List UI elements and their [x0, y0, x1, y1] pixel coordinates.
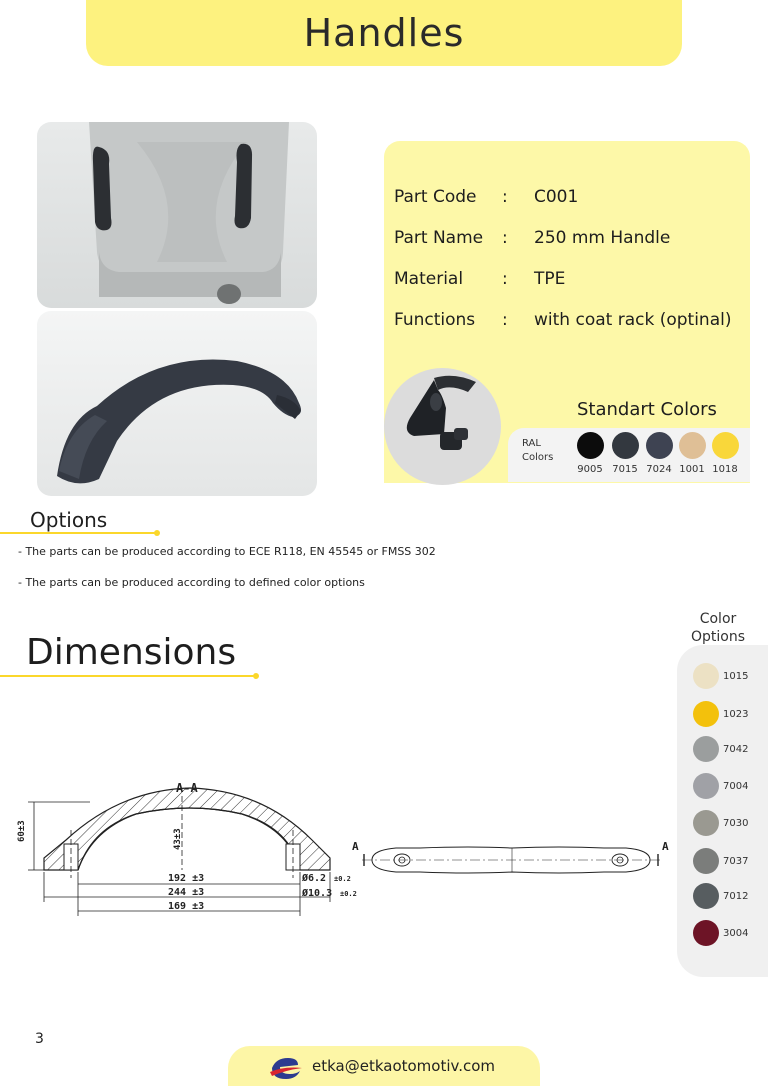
spec-row-part-name	[384, 228, 750, 252]
color-option-code: 7004	[723, 781, 749, 792]
dimension-169: 169 ±3	[168, 901, 205, 912]
color-option-code: 1015	[723, 671, 749, 682]
standard-color-code: 1018	[712, 464, 738, 475]
page-number: 3	[35, 1031, 44, 1047]
standard-color-swatch	[646, 432, 673, 459]
spec-value: C001	[534, 187, 579, 207]
page-title: Handles	[303, 11, 465, 55]
spec-separator: :	[502, 310, 508, 330]
color-option-swatch	[693, 773, 719, 799]
color-option-swatch	[693, 736, 719, 762]
standard-color-swatch	[577, 432, 604, 459]
color-option-code: 7030	[723, 818, 749, 829]
spec-label: Part Name	[394, 228, 484, 248]
spec-value: with coat rack (optinal)	[534, 310, 732, 330]
spec-separator: :	[502, 228, 508, 248]
color-option-swatch	[693, 848, 719, 874]
options-underline-dot	[154, 530, 160, 536]
height-dimension: 60±3	[17, 820, 27, 842]
spec-row-part-code	[384, 187, 750, 211]
standard-color-code: 7015	[612, 464, 638, 475]
spec-row-functions	[384, 310, 750, 334]
spec-label: Material	[394, 269, 464, 289]
color-options-title	[684, 610, 752, 646]
inner-height-dimension: 43±3	[173, 828, 183, 850]
handle-photo	[37, 311, 317, 496]
etka-e-logo-icon	[268, 1052, 302, 1080]
color-option-code: 3004	[723, 928, 749, 939]
dimensions-underline-dot	[253, 673, 259, 679]
color-options-title-line1: Color	[699, 611, 737, 627]
seat-back-photo	[37, 122, 317, 308]
dimensions-heading: Dimensions	[26, 632, 237, 673]
options-underline	[0, 532, 156, 534]
color-option-code: 7042	[723, 744, 749, 755]
section-view	[44, 788, 330, 878]
dimension-192: 192 ±3	[168, 873, 205, 884]
standard-color-swatch	[679, 432, 706, 459]
color-option-swatch	[693, 701, 719, 727]
section-label: A-A	[176, 781, 198, 795]
option-line: - The parts can be produced according to defined color options	[18, 576, 365, 589]
color-option-code: 1023	[723, 709, 749, 720]
color-option-swatch	[693, 810, 719, 836]
dimensions-underline	[0, 675, 256, 677]
top-view	[362, 847, 662, 873]
contact-email: etka@etkaotomotiv.com	[312, 1057, 496, 1075]
hole-small-tolerance: ±0.2	[334, 875, 351, 883]
standard-color-code: 7024	[646, 464, 672, 475]
standard-colors-title: Standart Colors	[577, 399, 717, 420]
spec-value: 250 mm Handle	[534, 228, 671, 248]
ral-colors-label	[522, 437, 553, 465]
hole-large-dimension: Ø10.3	[302, 888, 333, 899]
dimension-244: 244 ±3	[168, 887, 205, 898]
option-line: - The parts can be produced according to ECE R118, EN 45545 or FMSS 302	[18, 545, 436, 558]
technical-drawing	[0, 770, 680, 930]
options-heading: Options	[30, 508, 108, 532]
coat-rack-detail-photo	[384, 368, 501, 485]
ral-label-line2: Colors	[522, 452, 554, 463]
color-options-title-line2: Options	[690, 629, 746, 645]
color-option-code: 7037	[723, 856, 749, 867]
standard-color-code: 1001	[679, 464, 705, 475]
spec-separator: :	[502, 269, 508, 289]
spec-label: Part Code	[394, 187, 477, 207]
cut-label-left: A	[352, 840, 359, 853]
color-option-swatch	[693, 663, 719, 689]
ral-label-line1: RAL	[522, 438, 541, 449]
color-option-swatch	[693, 883, 719, 909]
standard-color-swatch	[612, 432, 639, 459]
spec-separator: :	[502, 187, 508, 207]
title-banner	[86, 0, 682, 66]
cut-label-right: A	[662, 840, 669, 853]
color-option-swatch	[693, 920, 719, 946]
spec-value: TPE	[534, 269, 566, 289]
spec-label: Functions	[394, 310, 476, 330]
standard-color-swatch	[712, 432, 739, 459]
hole-large-tolerance: ±0.2	[340, 890, 357, 898]
color-option-code: 7012	[723, 891, 749, 902]
standard-color-code: 9005	[577, 464, 603, 475]
hole-small-dimension: Ø6.2	[302, 873, 327, 884]
spec-row-material	[384, 269, 750, 293]
